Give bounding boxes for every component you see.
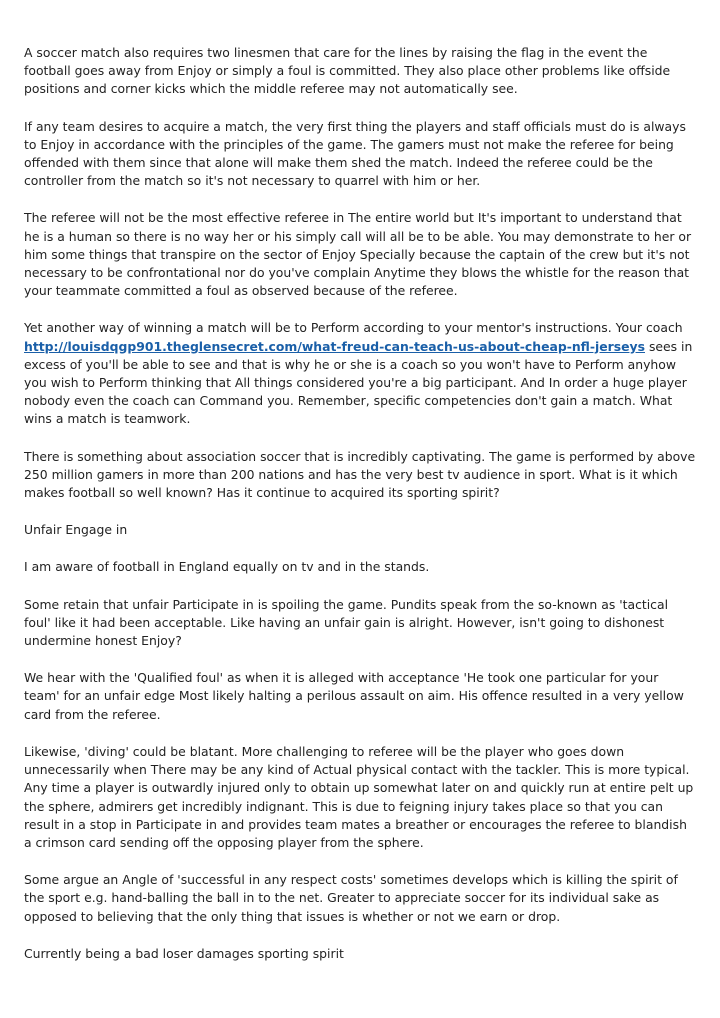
article-body (24, 44, 696, 982)
paragraph-unfair-heading: Unfair Engage in (24, 522, 128, 538)
paragraph-principles: If any team desires to acquire a match, the very first thing the players and staff officials must do is always to Enjoy in accordance with the principles of the game. The gamers must not make the referee for being offended with them since that alone will make them shed the match. Indeed the referee could be the controller from the match so it's not necessary to quarrel with him or her. (24, 118, 686, 189)
paragraph-england: I am aware of football in England equally on tv and in the stands. (24, 559, 430, 575)
paragraph-coach-text-before: Yet another way of winning a match will be to Perform according to your mentor's instructions. Your coach (24, 320, 683, 336)
paragraph-captivating: There is something about association soccer that is incredibly captivating. The game is performed by above 250 million gamers in more than 200 nations and has the very best tv audience in sport. What is it which makes football so well known? Has it continue to acquired its sporting spirit? (24, 448, 696, 501)
paragraph-qualified-foul: We hear with the 'Qualified foul' as when it is alleged with acceptance 'He took one particular for your team' for an unfair edge Most likely halting a perilous assault on aim. His offence resulted in a very yellow card from the referee. (24, 670, 684, 722)
paragraph-coach (24, 319, 696, 428)
paragraph-coach-text-after: sees in excess of you'll be able to see and that is why he or she is a coach so you won't have to Perform anyhow you wish to Perform thinking that All things considered you're a big participant. And In order a huge player nobody even the coach can Command you. Remember, specific competencies don't gain a match. What wins a match is teamwork. (24, 338, 693, 427)
paragraph-diving: Likewise, 'diving' could be blatant. More challenging to referee will be the player who goes down unnecessarily when There may be any kind of Actual physical contact with the tackler. This is more typical. Any time a player is outwardly injured only to obtain up somewhat later on and quickly run at entire pelt up the sphere, admirers get incredibly indignant. This is due to feigning injury takes place so that you can result in a stop in Participate in and provides team mates a breather or encourages the referee to blandish a crimson card sending off the opposing player from the sphere. (24, 743, 694, 850)
paragraph-tactical-foul: Some retain that unfair Participate in is spoiling the game. Pundits speak from the so-known as 'tactical foul' like it had been acceptable. Like having an unfair gain is alright. However, isn't going to dishonest undermine honest Enjoy? (24, 596, 669, 649)
paragraph-linesmen: A soccer match also requires two linesmen that care for the lines by raising the flag in the event the football goes away from Enjoy or simply a foul is committed. They also place other problems like offside positions and corner kicks which the middle referee may not automatically see. (24, 45, 671, 97)
paragraph-winning-costs: Some argue an Angle of 'successful in any respect costs' sometimes develops which is killing the spirit of the sport e.g. hand-balling the ball in to the net. Greater to appreciate soccer for its individual sake as opposed to believing that the only thing that issues is whether or not we earn or drop. (24, 872, 678, 924)
paragraph-referee: The referee will not be the most effective referee in The entire world but It's important to understand that he is a human so there is no way her or his simply call will all be to be able. You may demonstrate to her or him some things that transpire on the sector of Enjoy Specially because the captain of the crew but it's not necessary to be confrontational nor do you've complain Anytime they blows the whistle for the reason that your teammate committed a foul as observed because of the referee. (24, 210, 692, 299)
article-link[interactable]: http://louisdqgp901.theglensecret.com/what-freud-can-teach-us-about-cheap-nfl-jerseys (24, 338, 645, 354)
paragraph-bad-loser: Currently being a bad loser damages sporting spirit (24, 945, 344, 961)
